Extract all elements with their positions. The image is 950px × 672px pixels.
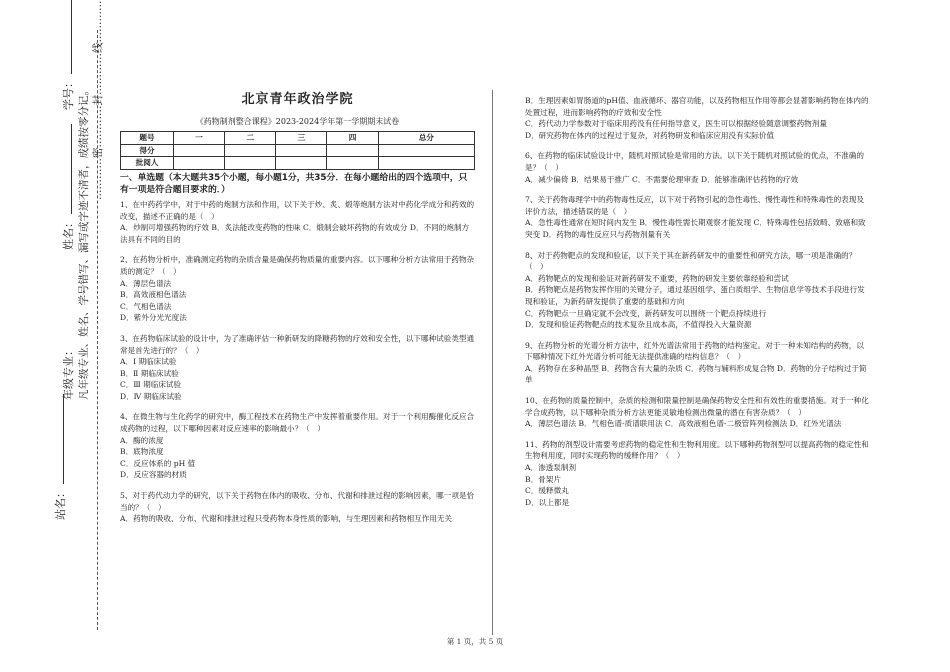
column-divider: [492, 90, 493, 635]
page-footer: 第 1 页，共 5 页: [446, 637, 504, 646]
question: [120, 199, 475, 245]
question-option: A．药物的吸收、分布、代谢和排泄过程只受药物本身性质的影响，与生理因素和药物相互作用无关: [120, 514, 453, 524]
question: [525, 340, 870, 386]
score-cell: [174, 144, 225, 157]
name-field: [60, 124, 76, 250]
question-option: C．缓释微丸: [525, 486, 569, 496]
left-question-list: [120, 199, 475, 525]
marker-cell: [378, 157, 474, 170]
question-option: C．药代动力学参数对于临床用药没有任何指导意义，医生可以根据经验随意调整药物剂量: [525, 119, 827, 129]
question-option: A．薄层色谱法: [120, 278, 172, 288]
question-stem: 2、在药物分析中，准确测定药物的杂质含量是确保药物质量的重要内容。以下哪种分析方法常用于药物杂质的测定？（ ）: [120, 255, 475, 276]
left-column: [120, 90, 475, 534]
score-table: [120, 131, 475, 170]
question: [525, 194, 870, 240]
question-option: D．研究药物在体内的过程过于复杂，对药物研发和临床应用没有实际价值: [525, 130, 775, 140]
score-col-3: 三: [276, 132, 327, 145]
question-option: A．Ⅰ 期临床试验: [120, 357, 177, 367]
station-underline: [54, 394, 64, 484]
name-label: 姓名：: [62, 217, 75, 250]
score-cell: [276, 144, 327, 157]
question-option: B．底物浓度: [120, 447, 164, 457]
question-stem: 3、在药物临床试验的设计中，为了准确评估一种新研发的降糖药物的疗效和安全性，以下哪种试验类型通常是首先进行的？（ ）: [120, 333, 475, 355]
grade-label: 年级专业：: [62, 345, 75, 400]
question: [525, 150, 870, 185]
question-option: D．紫外分光光度法: [120, 313, 187, 323]
score-col-4: 四: [327, 132, 378, 145]
question-option: A．酶的浓度: [120, 435, 164, 445]
question-option: D．发现和验证药物靶点的技术复杂且成本高，不值得投入大量资源: [525, 320, 752, 330]
right-column: [525, 95, 870, 517]
score-cell: [327, 144, 378, 157]
question-option: B．生理因素如胃肠道的pH值、血液循环、器官功能，以及药物相互作用等都会显著影响药物在体内的处置过程，进而影响药物的疗效和安全性: [525, 96, 869, 117]
question-stem: 4、在微生物与生化药学的研究中，酶工程技术在药物生产中发挥着重要作用。对于一个利用酶催化反应合成药物的过程，以下哪种因素对反应速率的影响最小？（ ）: [120, 412, 475, 434]
question-stem: 7、关于药物毒理学中的药物毒性反应，以下对于药物引起的急性毒性、慢性毒性和特殊毒性的表现及评价方法，描述错误的是（ ）: [525, 195, 864, 216]
question-stem: 10、在药物的质量控制中，杂质的检测和限量控制是确保药物安全性和有效性的重要措施。对于一种化学合成药物，以下哪种杂质分析方法更能灵敏地检测出微量的潜在有害杂质？（ ）: [525, 396, 869, 417]
score-cell: [378, 144, 474, 157]
question-option: A．药物存在多种晶型 B．药物含有大量的杂质 C．药物与辅料形成复合物 D．药物的分子结构过于简单: [525, 363, 867, 385]
student-id-label: 学号：: [62, 77, 75, 110]
question-option: C．气相色谱法: [120, 301, 172, 311]
question-stem: 8、对于药物靶点的发现和验证，以下关于其在新药研发中的重要性和研究方法，哪一项是准确的？（ ）: [525, 250, 857, 272]
question: [525, 439, 870, 509]
question-option: C．Ⅲ 期临床试验: [120, 380, 182, 390]
station-field: [52, 394, 68, 520]
binding-margin: [0, 0, 118, 672]
question: [525, 250, 870, 331]
score-col-header: 题号: [121, 132, 174, 145]
marker-row: [121, 157, 475, 170]
name-underline: [62, 124, 72, 214]
question-option: B．高效液相色谱法: [120, 290, 187, 300]
question-option: B．骨架片: [525, 474, 561, 484]
binding-instructions: 凡年级专业、姓名、学号错写、漏写或字迹不清者，成绩按零分记。: [78, 85, 90, 400]
question-option: A．急性毒性通常在短时间内发生 B．慢性毒性需长期观察才能发现 C．特殊毒性包括致畸、致癌和致突变 D．药物的毒性反应只与药物剂量有关: [525, 218, 866, 239]
marker-cell: [225, 157, 276, 170]
score-col-2: 二: [225, 132, 276, 145]
question-option: B．Ⅱ 期临床试验: [120, 368, 179, 378]
score-cell: [225, 144, 276, 157]
question-option: A．减少偏倚 B．结果易于推广 C．不需要伦理审查 D．能够准确评估药物的疗效: [525, 174, 799, 184]
score-col-total: 总分: [378, 132, 474, 145]
score-row-label: 得分: [121, 144, 174, 157]
question-option: C．反应体系的 pH 值: [120, 458, 196, 468]
question-stem: 11、药物的剂型设计需要考虑药物的稳定性和生物利用度。以下哪种药物剂型可以提高药物的稳定性和生物利用度，同时实现药物的缓释作用？（ ）: [525, 439, 869, 461]
student-id-underline: [62, 0, 72, 74]
question-option: B．药物靶点是药物发挥作用的关键分子，通过基因组学、蛋白质组学、生物信息学等技术手段进行发现和验证，为新药研发提供了重要的基础和方向: [525, 285, 865, 306]
student-id-field: [60, 0, 76, 110]
school-name: 北京青年政治学院: [241, 92, 354, 107]
marker-row-label: 批阅人: [121, 157, 174, 170]
question-option: D．以上都是: [525, 497, 570, 507]
score-col-1: 一: [174, 132, 225, 145]
seal-line-text: …………密…………封…………线…………: [92, 0, 104, 200]
question-option: D．反应容器的材质: [120, 470, 187, 480]
right-question-list: [525, 95, 870, 508]
question-stem: 1、在中药药学中，对于中药的炮制方法和作用，以下关于炒、炙、煅等炮制方法对中药化学成分和药效的改变，描述不正确的是（ ）: [120, 199, 475, 221]
question: [525, 95, 870, 141]
station-label: 站名：: [54, 487, 67, 520]
question-option: C．药物靶点一旦确定就不会改变，新药研发可以围绕一个靶点持续进行: [525, 308, 767, 318]
question-stem: 9、在药物分析的光谱分析方法中，红外光谱法常用于药物的结构鉴定。对于一种未知结构的药物，以下哪种情况下红外光谱分析可能无法提供准确的结构信息？（ ）: [525, 340, 864, 362]
question-option: D．Ⅳ 期临床试验: [120, 391, 182, 401]
marker-cell: [327, 157, 378, 170]
exam-title: 《药物制剂整合课程》2023-2024学年第一学期期末试卷: [195, 116, 400, 126]
section-heading: 一、单选题（本大题共35个小题，每小题1分，共35分．在每小题给出的四个选项中，只有一项是符合题目要求的．）: [120, 172, 468, 195]
question: [120, 254, 475, 324]
question: [120, 411, 475, 481]
question-option: A．渗透泵制剂: [525, 463, 577, 473]
question: [525, 395, 870, 430]
question: [120, 490, 475, 525]
question-option: A．薄层色谱法 B．气相色谱-质谱联用法 C．高效液相色谱-二极管阵列检测法 D．红外光谱法: [525, 419, 842, 429]
question-option: A．炒制可增强药物的疗效 B．炙法能改变药物的性味 C．煅制会破坏药物的有效成分 D．不同的炮制方法具有不同的目的: [120, 223, 470, 244]
question-stem: 5、对于药代动力学的研究，以下关于药物在体内的吸收、分布、代谢和排泄过程的影响因素，哪一项是恰当的？（ ）: [120, 491, 475, 512]
question-stem: 6、在药物的临床试验设计中，随机对照试验是常用的方法。以下关于随机对照试验的优点，不准确的是？（ ）: [525, 151, 864, 172]
question-option: A．药物靶点的发现和验证对新药研发不重要，药物的研发主要依靠经验和尝试: [525, 273, 789, 283]
score-table-header-row: [121, 132, 475, 145]
score-row: [121, 144, 475, 157]
marker-cell: [174, 157, 225, 170]
marker-cell: [276, 157, 327, 170]
question: [120, 333, 475, 403]
grade-field: [60, 345, 76, 400]
